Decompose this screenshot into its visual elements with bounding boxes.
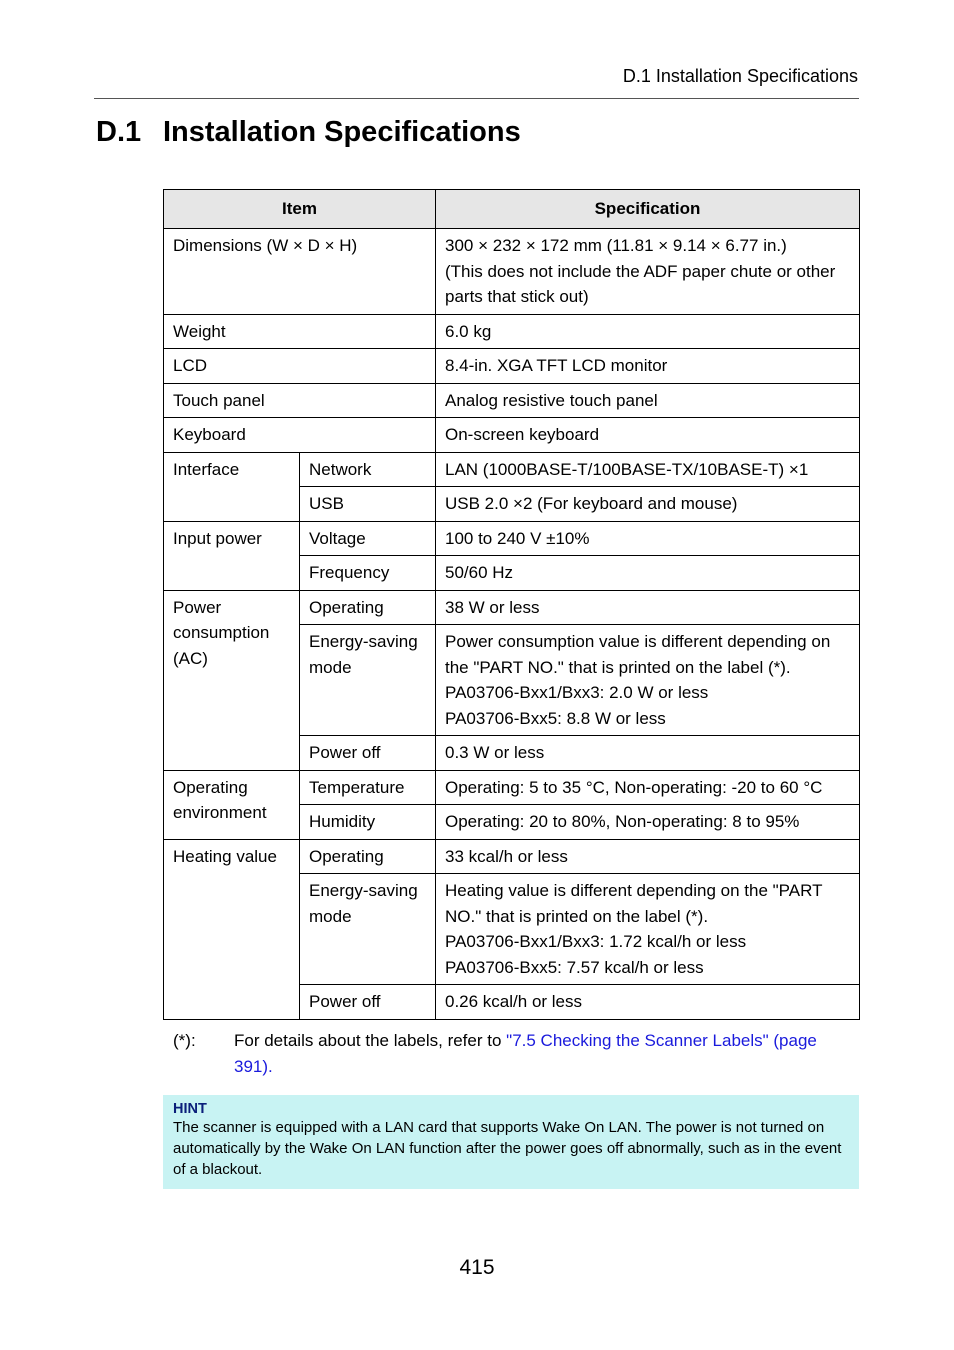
table-row (164, 314, 860, 349)
item-cell: Keyboard (164, 418, 436, 453)
item-cell: Weight (164, 314, 436, 349)
sub-item-cell: Humidity (300, 805, 436, 840)
header-divider (94, 98, 859, 99)
table-row (164, 349, 860, 384)
table-header-row (164, 190, 860, 229)
sub-item-cell: Network (300, 452, 436, 487)
footnote-text-block (234, 1028, 853, 1079)
hint-text: The scanner is equipped with a LAN card that supports Wake On LAN. The power is not turned on automatically by the Wake On LAN function after the power goes off abnormally, such as in the event of a blackout. (173, 1119, 842, 1178)
sub-item-cell: Energy-saving mode (300, 625, 436, 736)
spec-cell (436, 229, 860, 315)
footnote-end: . (268, 1056, 273, 1076)
item-cell: Operating environment (164, 770, 300, 839)
spec-cell: 38 W or less (436, 590, 860, 625)
hint-label: HINT (173, 1101, 207, 1117)
spec-cell: Operating: 5 to 35 °C, Non-operating: -20 to 60 °C (436, 770, 860, 805)
spec-cell: 50/60 Hz (436, 556, 860, 591)
specification-table (163, 189, 860, 1020)
sub-item-cell: Voltage (300, 521, 436, 556)
table-row (164, 383, 860, 418)
sub-item-cell: Operating (300, 590, 436, 625)
table-row (164, 590, 860, 625)
spec-cell (436, 874, 860, 985)
spec-cell: 6.0 kg (436, 314, 860, 349)
item-cell: Dimensions (W × D × H) (164, 229, 436, 315)
spec-cell: On-screen keyboard (436, 418, 860, 453)
spec-line: PA03706-Bxx5: 8.8 W or less (445, 708, 666, 728)
running-header: D.1 Installation Specifications (622, 66, 858, 86)
spec-cell: LAN (1000BASE-T/100BASE-TX/10BASE-T) ×1 (436, 452, 860, 487)
spec-cell (436, 625, 860, 736)
spec-cell: 8.4-in. XGA TFT LCD monitor (436, 349, 860, 384)
page-number: 415 (459, 1256, 495, 1279)
spec-cell: 33 kcal/h or less (436, 839, 860, 874)
spec-cell: USB 2.0 ×2 (For keyboard and mouse) (436, 487, 860, 522)
table-row (164, 521, 860, 556)
spec-line: PA03706-Bxx1/Bxx3: 1.72 kcal/h or less (445, 932, 747, 951)
table-row (164, 229, 860, 315)
sub-item-cell: Temperature (300, 770, 436, 805)
footnote (173, 1028, 853, 1079)
sub-item-cell: Power off (300, 985, 436, 1020)
spec-line: PA03706-Bxx5: 7.57 kcal/h or less (445, 957, 704, 977)
sub-item-cell: USB (300, 487, 436, 522)
sub-item-cell: Operating (300, 839, 436, 874)
sub-item-cell: Power off (300, 736, 436, 771)
item-cell: Power consumption (AC) (164, 590, 300, 770)
spec-cell: 100 to 240 V ±10% (436, 521, 860, 556)
spec-line: Heating value is different depending on the "PART NO." that is printed on the label (*). (445, 881, 823, 926)
item-cell: Interface (164, 452, 300, 521)
table-row (164, 770, 860, 805)
footnote-mark: (*): (173, 1031, 196, 1050)
footnote-text: For details about the labels, refer to (234, 1031, 507, 1050)
scanner-labels-link[interactable]: "7.5 Checking the Scanner Labels" (page 391) (234, 1031, 817, 1076)
spec-cell: Operating: 20 to 80%, Non-operating: 8 to 95% (436, 805, 860, 840)
table-row (164, 452, 860, 487)
item-cell: Touch panel (164, 383, 436, 418)
column-header-item: Item (164, 190, 436, 229)
spec-line: (This does not include the ADF paper chute or other parts that stick out) (445, 261, 836, 306)
spec-cell: 0.26 kcal/h or less (436, 985, 860, 1020)
item-cell: Input power (164, 521, 300, 590)
item-cell: LCD (164, 349, 436, 384)
sub-item-cell: Frequency (300, 556, 436, 591)
spec-line: Power consumption value is different depending on the "PART NO." that is printed on the label (*). (445, 632, 831, 677)
table-row (164, 418, 860, 453)
spec-cell: 0.3 W or less (436, 736, 860, 771)
spec-line: PA03706-Bxx1/Bxx3: 2.0 W or less (445, 683, 709, 702)
sub-item-cell: Energy-saving mode (300, 874, 436, 985)
column-header-specification: Specification (436, 190, 860, 229)
spec-cell: Analog resistive touch panel (436, 383, 860, 418)
item-cell: Heating value (164, 839, 300, 1019)
hint-box (163, 1095, 859, 1189)
spec-line: 300 × 232 × 172 mm (11.81 × 9.14 × 6.77 in.) (445, 236, 787, 255)
section-number: D.1 (96, 116, 142, 148)
table-row (164, 839, 860, 874)
page-title (96, 116, 521, 149)
section-title: Installation Specifications (163, 116, 521, 148)
